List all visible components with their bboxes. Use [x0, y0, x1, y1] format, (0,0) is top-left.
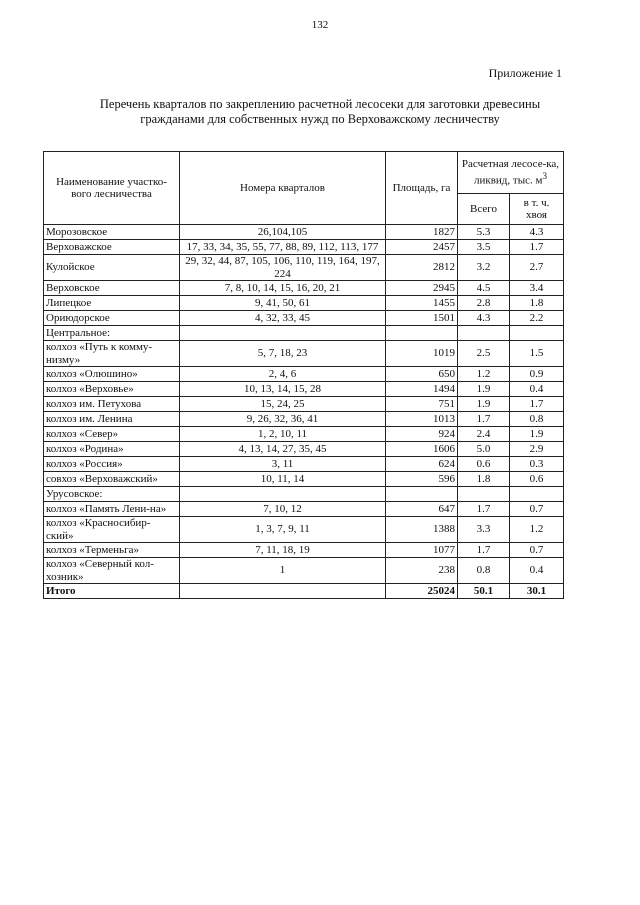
cell-quarter-numbers [180, 487, 386, 502]
cell-cut-coniferous: 2.7 [510, 255, 564, 281]
cell-forestry-name: колхоз им. Петухова [44, 397, 180, 412]
table-row [44, 397, 564, 412]
table-row [44, 225, 564, 240]
total-row [44, 584, 564, 599]
cell-cut-coniferous: 2.9 [510, 442, 564, 457]
cell-cut-total: 2.8 [458, 296, 510, 311]
cell-cut-coniferous: 2.2 [510, 311, 564, 326]
cell-quarter-numbers: 3, 11 [180, 457, 386, 472]
table-row [44, 326, 564, 341]
table-row [44, 558, 564, 584]
cell-area: 2812 [386, 255, 458, 281]
cell-cut-total: 1.8 [458, 472, 510, 487]
cell-quarter-numbers: 7, 11, 18, 19 [180, 543, 386, 558]
cell-quarter-numbers: 29, 32, 44, 87, 105, 106, 110, 119, 164, 197, 224 [180, 255, 386, 281]
title-line-2: гражданами для собственных нужд по Верховажскому лесничеству [140, 112, 500, 126]
cell-cut-coniferous: 0.7 [510, 502, 564, 517]
header-estimated-cut-unit: 3 [542, 171, 548, 182]
cell-quarter-numbers: 15, 24, 25 [180, 397, 386, 412]
cell-quarter-numbers: 9, 41, 50, 61 [180, 296, 386, 311]
cell-area: 751 [386, 397, 458, 412]
cell-area: 1606 [386, 442, 458, 457]
table-row [44, 367, 564, 382]
total-cell-cut-total: 50.1 [458, 584, 510, 599]
cell-cut-coniferous: 3.4 [510, 281, 564, 296]
cell-cut-total: 1.2 [458, 367, 510, 382]
cell-forestry-name: колхоз «Родина» [44, 442, 180, 457]
cell-cut-total: 0.8 [458, 558, 510, 584]
cell-cut-coniferous: 1.2 [510, 517, 564, 543]
header-coniferous: в т. ч. хвоя [510, 194, 564, 225]
cell-cut-total [458, 487, 510, 502]
cell-area: 1455 [386, 296, 458, 311]
table-row [44, 502, 564, 517]
cell-forestry-name: Морозовское [44, 225, 180, 240]
total-cell-cut-coniferous: 30.1 [510, 584, 564, 599]
header-total: Всего [458, 194, 510, 225]
cell-forestry-name: колхоз «Северный кол-хозник» [44, 558, 180, 584]
cell-forestry-name: колхоз «Путь к комму-низму» [44, 341, 180, 367]
table-row [44, 281, 564, 296]
cell-cut-total [458, 326, 510, 341]
cell-area: 1013 [386, 412, 458, 427]
cell-cut-total: 2.4 [458, 427, 510, 442]
table-row [44, 517, 564, 543]
cell-area [386, 487, 458, 502]
cell-forestry-name: Центральное: [44, 326, 180, 341]
cell-forestry-name: колхоз «Север» [44, 427, 180, 442]
cell-area: 2945 [386, 281, 458, 296]
cell-cut-coniferous: 0.7 [510, 543, 564, 558]
cell-cut-coniferous: 1.7 [510, 397, 564, 412]
table-body [44, 225, 564, 599]
cell-forestry-name: колхоз «Терменьга» [44, 543, 180, 558]
cell-area: 1388 [386, 517, 458, 543]
cell-area: 650 [386, 367, 458, 382]
cell-cut-total: 1.7 [458, 543, 510, 558]
cell-cut-coniferous: 1.8 [510, 296, 564, 311]
cell-cut-coniferous: 0.4 [510, 382, 564, 397]
cell-forestry-name: колхоз «Красносибир-ский» [44, 517, 180, 543]
cell-cut-coniferous: 1.7 [510, 240, 564, 255]
cell-forestry-name: колхоз им. Ленина [44, 412, 180, 427]
cell-cut-coniferous: 0.3 [510, 457, 564, 472]
appendix-label: Приложение 1 [488, 66, 562, 80]
cell-cut-total: 5.3 [458, 225, 510, 240]
cell-quarter-numbers: 1 [180, 558, 386, 584]
cell-area [386, 326, 458, 341]
cell-quarter-numbers [180, 326, 386, 341]
table-row [44, 240, 564, 255]
total-cell-quarter-numbers [180, 584, 386, 599]
cell-area: 1494 [386, 382, 458, 397]
cell-area: 1077 [386, 543, 458, 558]
cell-area: 1019 [386, 341, 458, 367]
cell-cut-total: 5.0 [458, 442, 510, 457]
cell-quarter-numbers: 7, 10, 12 [180, 502, 386, 517]
table-row [44, 311, 564, 326]
cell-quarter-numbers: 2, 4, 6 [180, 367, 386, 382]
cell-forestry-name: колхоз «Олюшино» [44, 367, 180, 382]
cell-forestry-name: Урусовское: [44, 487, 180, 502]
cell-quarter-numbers: 26,104,105 [180, 225, 386, 240]
cell-cut-total: 1.7 [458, 412, 510, 427]
cell-cut-total: 3.2 [458, 255, 510, 281]
cell-area: 2457 [386, 240, 458, 255]
page-number: 132 [311, 19, 329, 31]
table-row [44, 255, 564, 281]
cell-forestry-name: Верховское [44, 281, 180, 296]
cell-forestry-name: Верховажское [44, 240, 180, 255]
cell-cut-coniferous [510, 326, 564, 341]
total-cell-area: 25024 [386, 584, 458, 599]
cell-forestry-name: Липецкое [44, 296, 180, 311]
header-name: Наименование участко-вого лесничества [44, 152, 180, 225]
cell-cut-total: 4.3 [458, 311, 510, 326]
table-row [44, 412, 564, 427]
cell-cut-total: 1.9 [458, 382, 510, 397]
cell-area: 1827 [386, 225, 458, 240]
cell-quarter-numbers: 10, 13, 14, 15, 28 [180, 382, 386, 397]
cell-cut-total: 1.9 [458, 397, 510, 412]
cell-quarter-numbers: 5, 7, 18, 23 [180, 341, 386, 367]
table-row [44, 543, 564, 558]
cell-cut-coniferous [510, 487, 564, 502]
cell-area: 924 [386, 427, 458, 442]
cell-cut-coniferous: 0.8 [510, 412, 564, 427]
cell-forestry-name: колхоз «Память Лени-на» [44, 502, 180, 517]
cell-quarter-numbers: 1, 3, 7, 9, 11 [180, 517, 386, 543]
cell-cut-total: 3.3 [458, 517, 510, 543]
total-cell-forestry-name: Итого [44, 584, 180, 599]
table-row [44, 487, 564, 502]
cell-forestry-name: совхоз «Верховажский» [44, 472, 180, 487]
cell-quarter-numbers: 10, 11, 14 [180, 472, 386, 487]
cell-cut-total: 2.5 [458, 341, 510, 367]
cell-area: 238 [386, 558, 458, 584]
cell-quarter-numbers: 4, 13, 14, 27, 35, 45 [180, 442, 386, 457]
cell-quarter-numbers: 1, 2, 10, 11 [180, 427, 386, 442]
cell-cut-coniferous: 1.9 [510, 427, 564, 442]
document-title [60, 97, 580, 127]
cell-cut-total: 4.5 [458, 281, 510, 296]
cell-area: 596 [386, 472, 458, 487]
table-row [44, 341, 564, 367]
cell-quarter-numbers: 4, 32, 33, 45 [180, 311, 386, 326]
cell-cut-coniferous: 0.6 [510, 472, 564, 487]
cell-area: 624 [386, 457, 458, 472]
cell-quarter-numbers: 7, 8, 10, 14, 15, 16, 20, 21 [180, 281, 386, 296]
cell-cut-coniferous: 4.3 [510, 225, 564, 240]
cell-quarter-numbers: 17, 33, 34, 35, 55, 77, 88, 89, 112, 113, 177 [180, 240, 386, 255]
cell-cut-coniferous: 0.9 [510, 367, 564, 382]
cell-area: 647 [386, 502, 458, 517]
header-estimated-cut-text: Расчетная лесосе-ка, ликвид, тыс. м [461, 157, 560, 187]
table-row [44, 472, 564, 487]
table-row [44, 457, 564, 472]
cell-cut-coniferous: 1.5 [510, 341, 564, 367]
cell-forestry-name: Кулойское [44, 255, 180, 281]
table-row [44, 427, 564, 442]
cell-forestry-name: колхоз «Верховье» [44, 382, 180, 397]
quarters-table [43, 151, 564, 599]
title-line-1: Перечень кварталов по закреплению расчетной лесосеки для заготовки древесины [99, 97, 541, 111]
cell-cut-total: 3.5 [458, 240, 510, 255]
cell-cut-total: 1.7 [458, 502, 510, 517]
cell-quarter-numbers: 9, 26, 32, 36, 41 [180, 412, 386, 427]
table-row [44, 382, 564, 397]
header-quarters: Номера кварталов [180, 152, 386, 225]
cell-cut-coniferous: 0.4 [510, 558, 564, 584]
cell-forestry-name: Ориюдорское [44, 311, 180, 326]
table-row [44, 442, 564, 457]
header-estimated-cut [458, 152, 564, 194]
cell-area: 1501 [386, 311, 458, 326]
cell-cut-total: 0.6 [458, 457, 510, 472]
table-row [44, 296, 564, 311]
cell-forestry-name: колхоз «Россия» [44, 457, 180, 472]
header-area: Площадь, га [386, 152, 458, 225]
